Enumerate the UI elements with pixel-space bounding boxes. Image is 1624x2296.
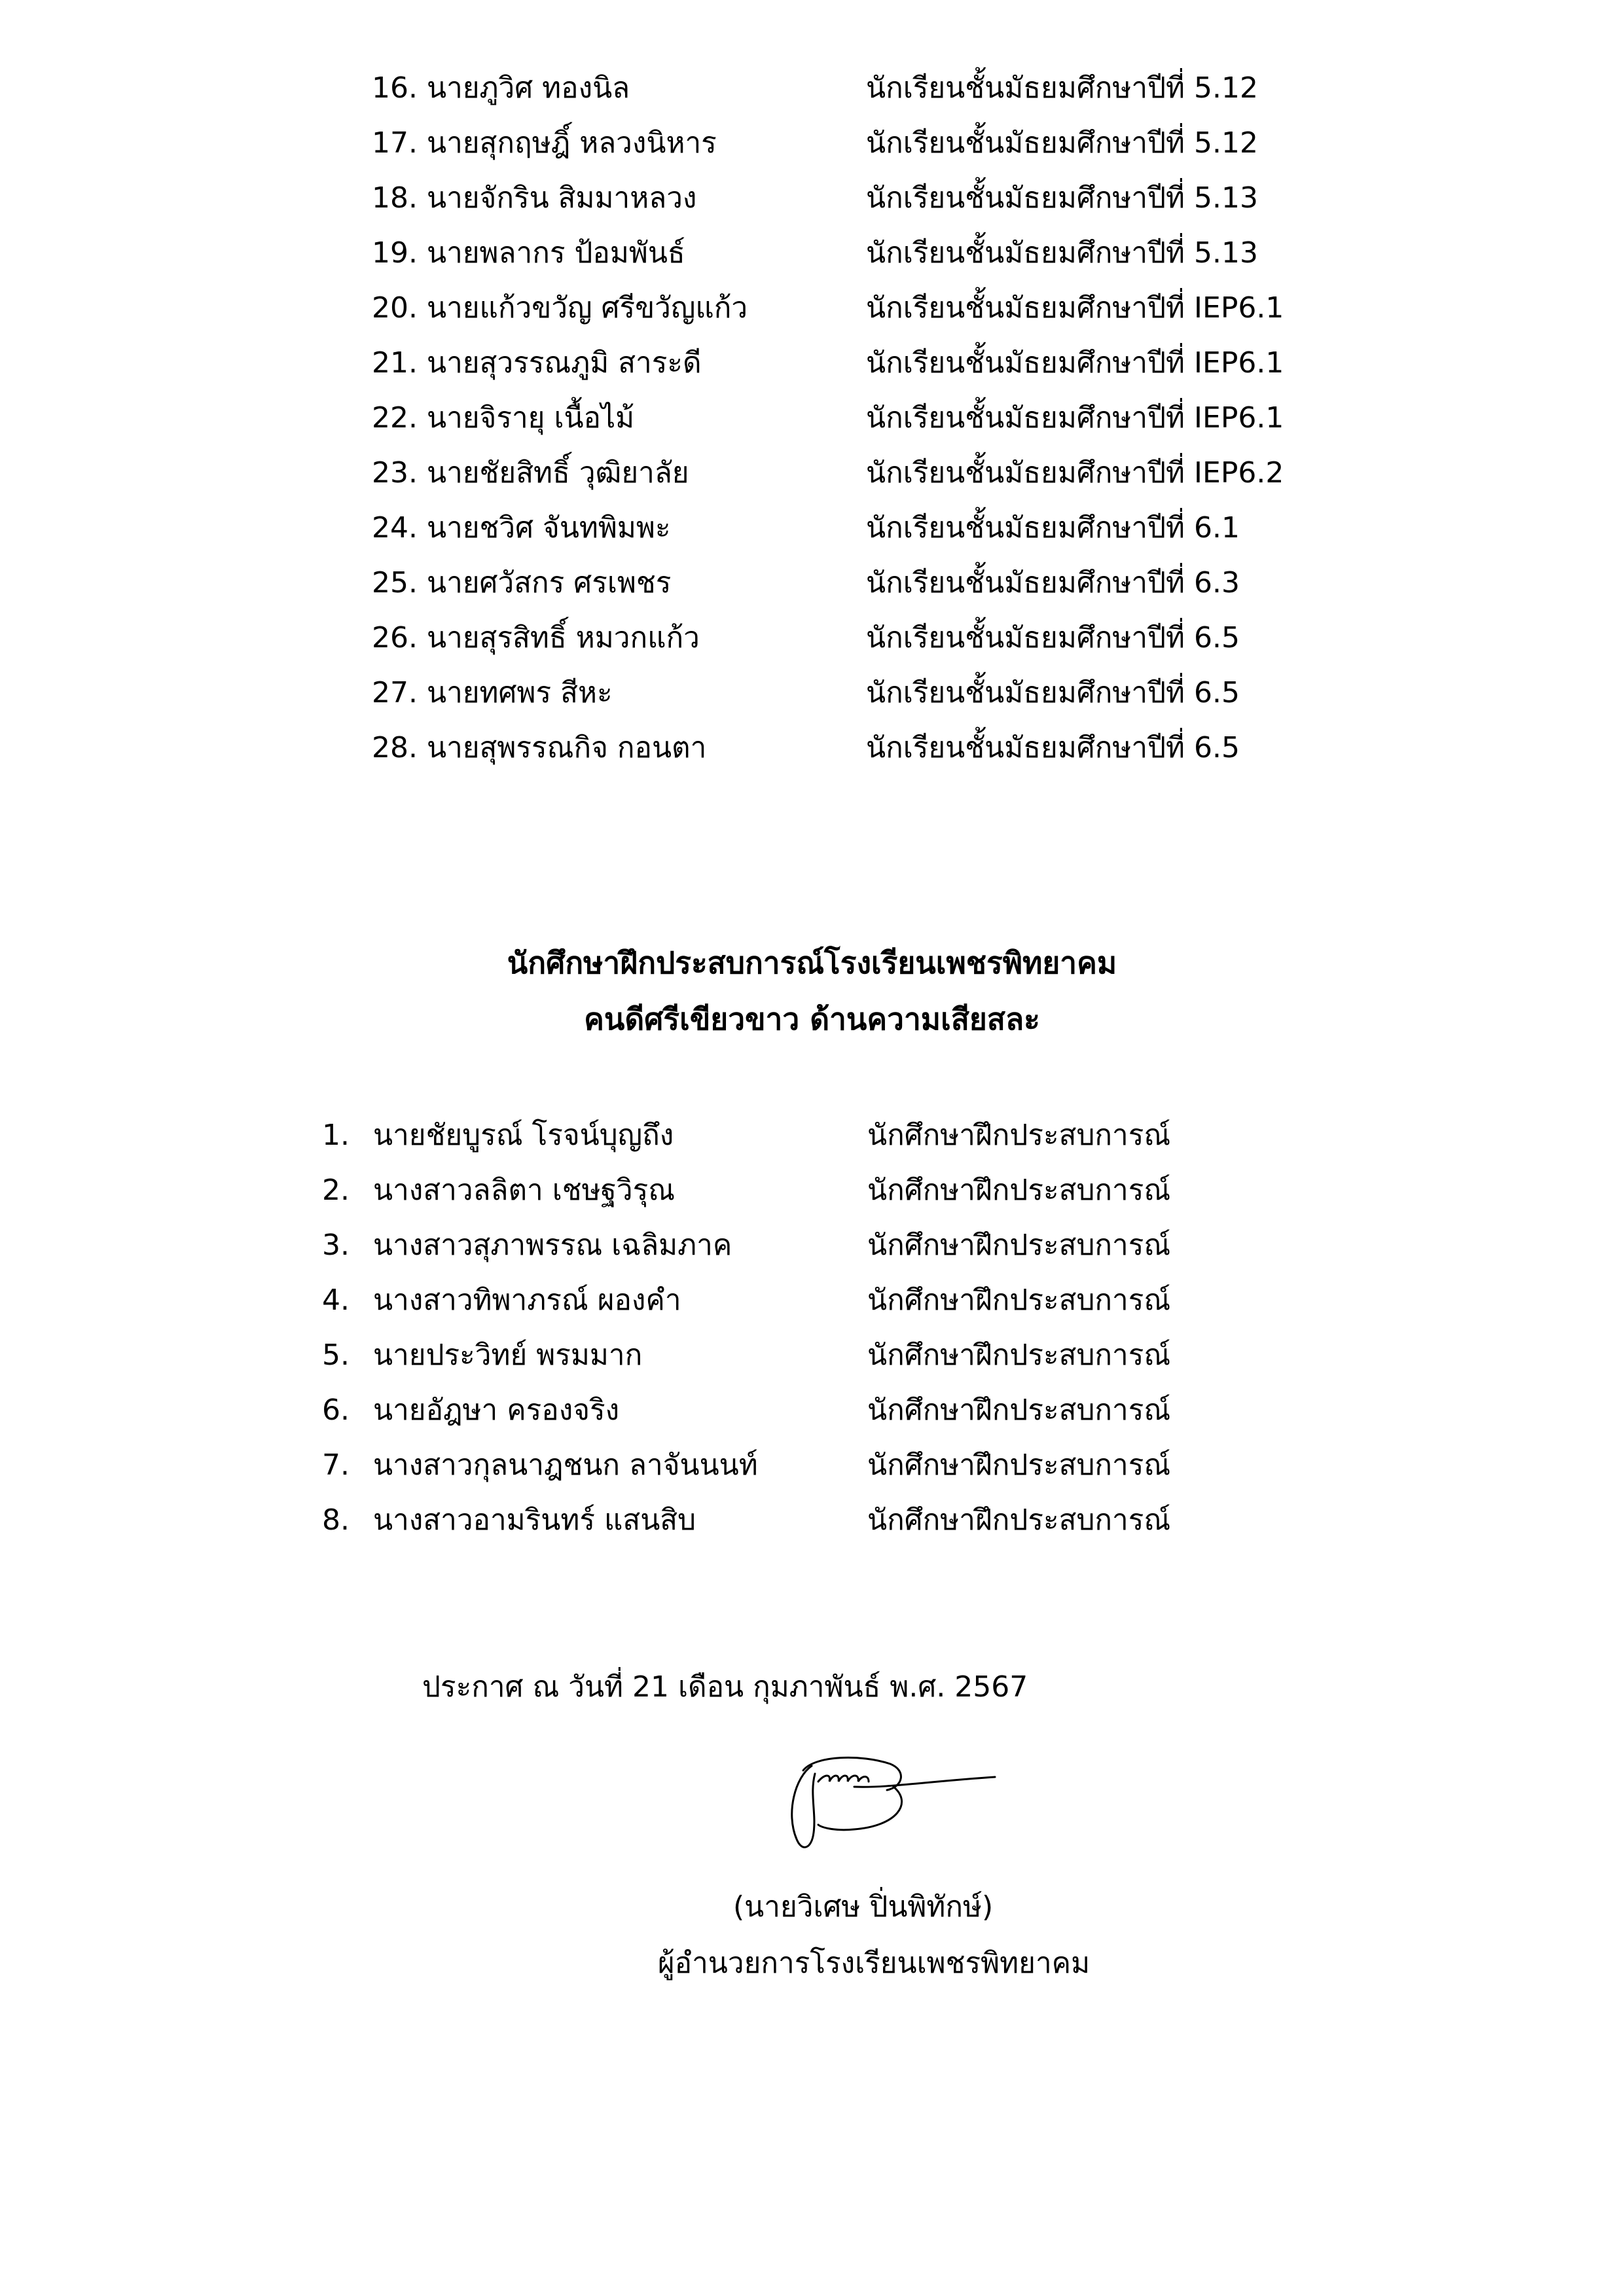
student-row — [372, 115, 1284, 170]
person-role: นักศึกษาฝึกประสบการณ์ — [867, 1393, 1171, 1427]
student-row — [372, 170, 1284, 225]
item-number: 26. — [372, 621, 418, 655]
intern-list — [322, 1107, 1170, 1547]
intern-row — [322, 1437, 1170, 1492]
item-number: 25. — [372, 566, 418, 600]
person-role: นักศึกษาฝึกประสบการณ์ — [867, 1229, 1171, 1262]
person-role: นักเรียนชั้นมัธยมศึกษาปีที่ 6.3 — [866, 566, 1240, 600]
person-role: นักเรียนชั้นมัธยมศึกษาปีที่ 6.5 — [866, 731, 1240, 764]
item-number: 6. — [322, 1393, 350, 1427]
item-number: 3. — [322, 1228, 350, 1262]
numbered-name — [372, 505, 866, 550]
person-name: นายชัยสิทธิ์ วุฒิยาลัย — [426, 456, 689, 490]
heading-line-2: คนดีศรีเขียวขาว ด้านความเสียสละ — [584, 1001, 1040, 1037]
item-number: 7. — [322, 1448, 350, 1482]
person-name: นายแก้วขวัญ ศรีขวัญแก้ว — [426, 291, 748, 325]
person-role: นักเรียนชั้นมัธยมศึกษาปีที่ 6.5 — [866, 621, 1240, 655]
intern-row — [322, 1382, 1170, 1437]
intern-row — [322, 1107, 1170, 1162]
person-name: นายชัยบูรณ์ โรจน์บุญถึง — [373, 1119, 674, 1152]
person-name: นายประวิทย์ พรมมาก — [373, 1338, 643, 1372]
item-number: 19. — [372, 236, 418, 270]
student-list — [372, 60, 1284, 775]
person-name: นายทศพร สีหะ — [426, 676, 613, 709]
person-name: นางสาวกุลนาฎชนก ลาจันนนท์ — [373, 1448, 758, 1482]
heading-line-1: นักศึกษาฝึกประสบการณ์โรงเรียนเพชรพิทยาคม — [507, 945, 1117, 980]
student-row — [372, 665, 1284, 720]
signer-name: (นายวิเศษ ปิ่นพิทักษ์) — [733, 1890, 994, 1924]
person-role: นักเรียนชั้นมัธยมศึกษาปีที่ IEP6.1 — [866, 401, 1284, 435]
person-name: นายจักริน สิมมาหลวง — [426, 181, 697, 215]
item-number: 27. — [372, 676, 418, 709]
numbered-name — [372, 120, 866, 166]
person-name: นายสุรสิทธิ์ หมวกแก้ว — [426, 621, 700, 655]
signature-image — [756, 1741, 1005, 1872]
student-row — [372, 335, 1284, 390]
person-role: นักเรียนชั้นมัธยมศึกษาปีที่ IEP6.1 — [866, 346, 1284, 380]
numbered-name — [372, 560, 866, 605]
person-name: นายสุวรรณภูมิ สาระดี — [426, 346, 702, 380]
person-role: นักเรียนชั้นมัธยมศึกษาปีที่ 5.12 — [866, 126, 1259, 160]
student-row — [372, 555, 1284, 610]
item-number: 28. — [372, 731, 418, 764]
person-name: นายภูวิศ ทองนิล — [426, 71, 630, 105]
student-row — [372, 390, 1284, 445]
student-row — [372, 610, 1284, 665]
numbered-name — [372, 395, 866, 440]
numbered-name — [372, 340, 866, 386]
person-role: นักเรียนชั้นมัธยมศึกษาปีที่ 5.12 — [866, 71, 1259, 105]
signer-title: ผู้อำนวยการโรงเรียนเพชรพิทยาคม — [657, 1946, 1091, 1980]
item-number: 22. — [372, 401, 418, 435]
person-name: นายจิรายุ เนื้อไม้ — [426, 401, 635, 435]
announcement-date: ประกาศ ณ วันที่ 21 เดือน กุมภาพันธ์ พ.ศ. 2567 — [422, 1670, 1028, 1704]
item-number: 24. — [372, 511, 418, 545]
person-name: นางสาวสุภาพรรณ เฉลิมภาค — [373, 1229, 732, 1262]
student-row — [372, 500, 1284, 555]
intern-row — [322, 1162, 1170, 1217]
item-number: 5. — [322, 1338, 350, 1372]
item-number: 4. — [322, 1283, 350, 1317]
person-role: นักศึกษาฝึกประสบการณ์ — [867, 1174, 1171, 1207]
item-number: 17. — [372, 126, 418, 160]
intern-row — [322, 1327, 1170, 1382]
item-number: 16. — [372, 71, 418, 105]
person-role: นักเรียนชั้นมัธยมศึกษาปีที่ IEP6.2 — [866, 456, 1284, 490]
person-role: นักศึกษาฝึกประสบการณ์ — [867, 1448, 1171, 1482]
person-name: นายสุกฤษฎิ์ หลวงนิหาร — [426, 126, 717, 160]
student-row — [372, 280, 1284, 335]
person-name: นางสาวอามรินทร์ แสนสิบ — [373, 1503, 696, 1537]
student-row — [372, 60, 1284, 115]
numbered-name — [372, 670, 866, 715]
student-row — [372, 720, 1284, 775]
item-number: 21. — [372, 346, 418, 380]
numbered-name — [372, 175, 866, 221]
person-role: นักศึกษาฝึกประสบการณ์ — [867, 1283, 1171, 1317]
numbered-name — [372, 285, 866, 331]
person-name: นายศวัสกร ศรเพชร — [426, 566, 672, 600]
intern-row — [322, 1492, 1170, 1547]
numbered-name — [372, 615, 866, 660]
item-number: 8. — [322, 1503, 350, 1537]
item-number: 2. — [322, 1173, 350, 1207]
numbered-name — [372, 230, 866, 276]
person-role: นักเรียนชั้นมัธยมศึกษาปีที่ 6.5 — [866, 676, 1240, 709]
intern-row — [322, 1217, 1170, 1272]
numbered-name — [372, 65, 866, 111]
student-row — [372, 225, 1284, 280]
person-role: นักศึกษาฝึกประสบการณ์ — [867, 1503, 1171, 1537]
person-name: นางสาวลลิตา เชษฐวิรุณ — [373, 1174, 676, 1207]
person-role: นักเรียนชั้นมัธยมศึกษาปีที่ 5.13 — [866, 181, 1259, 215]
item-number: 20. — [372, 291, 418, 325]
item-number: 23. — [372, 456, 418, 490]
section-heading — [0, 935, 1624, 1047]
numbered-name — [372, 725, 866, 770]
person-name: นางสาวทิพาภรณ์ ผองคำ — [373, 1283, 681, 1317]
person-name: นายอัฎษา ครองจริง — [373, 1393, 620, 1427]
person-role: นักเรียนชั้นมัธยมศึกษาปีที่ 5.13 — [866, 236, 1259, 270]
person-role: นักศึกษาฝึกประสบการณ์ — [867, 1119, 1171, 1152]
student-row — [372, 445, 1284, 500]
person-role: นักเรียนชั้นมัธยมศึกษาปีที่ IEP6.1 — [866, 291, 1284, 325]
person-role: นักศึกษาฝึกประสบการณ์ — [867, 1338, 1171, 1372]
person-name: นายสุพรรณกิจ กอนตา — [426, 731, 707, 764]
person-name: นายชวิศ จันทพิมพะ — [426, 511, 671, 545]
intern-row — [322, 1272, 1170, 1327]
item-number: 1. — [322, 1118, 350, 1152]
numbered-name — [372, 450, 866, 495]
person-name: นายพลากร ป้อมพันธ์ — [426, 236, 685, 270]
person-role: นักเรียนชั้นมัธยมศึกษาปีที่ 6.1 — [866, 511, 1240, 545]
item-number: 18. — [372, 181, 418, 215]
